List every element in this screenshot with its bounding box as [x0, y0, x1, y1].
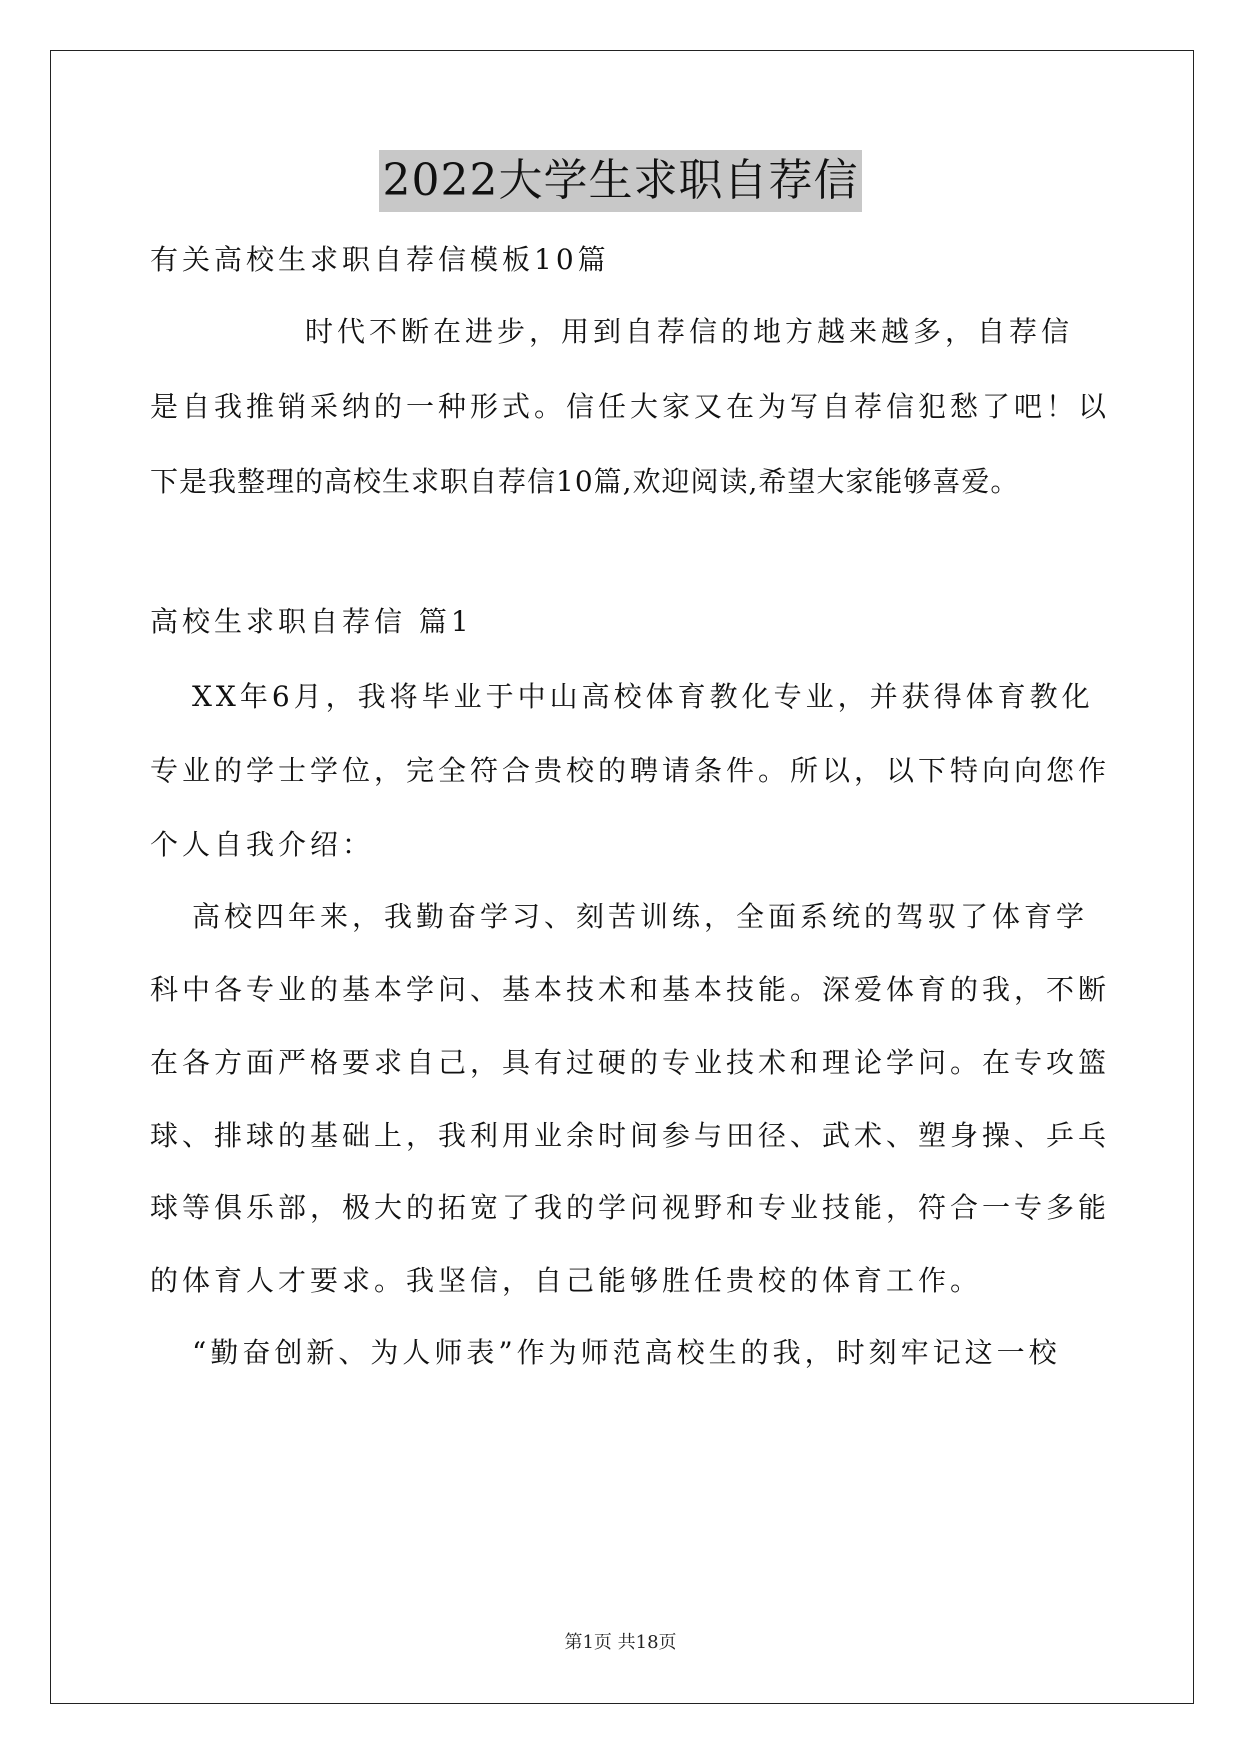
body-line: “勤奋创新、为人师表”作为师范高校生的我，时刻牢记这一校: [192, 1336, 1061, 1369]
subtitle-line: 有关高校生求职自荐信模板10篇: [150, 243, 610, 276]
page-number-footer: 第1页 共18页: [564, 1632, 677, 1653]
body-line: XX年6月，我将毕业于中山高校体育教化专业，并获得体育教化: [192, 680, 1094, 713]
title-wrapper: [0, 150, 1241, 212]
body-line: 是自我推销采纳的一种形式。信任大家又在为写自荐信犯愁了吧！以: [150, 390, 1111, 423]
body-line: 科中各专业的基本学问、基本技术和基本技能。深爱体育的我，不断: [150, 973, 1111, 1006]
body-line: 球、排球的基础上，我利用业余时间参与田径、武术、塑身操、乒乓: [150, 1119, 1111, 1152]
document-title: 2022大学生求职自荐信: [379, 150, 863, 212]
body-line: 时代不断在进步，用到自荐信的地方越来越多，自荐信: [305, 315, 1074, 348]
page-border: [50, 50, 1194, 1704]
section-heading: 高校生求职自荐信 篇1: [150, 605, 473, 638]
body-line: 高校四年来，我勤奋学习、刻苦训练，全面系统的驾驭了体育学: [192, 900, 1089, 933]
body-line: 在各方面严格要求自己，具有过硬的专业技术和理论学问。在专攻篮: [150, 1046, 1111, 1079]
body-line: 的体育人才要求。我坚信，自己能够胜任贵校的体育工作。: [150, 1264, 983, 1297]
body-line: 专业的学士学位，完全符合贵校的聘请条件。所以，以下特向向您作: [150, 754, 1111, 787]
body-line: 下是我整理的高校生求职自荐信10篇,欢迎阅读,希望大家能够喜爱。: [150, 465, 1020, 498]
body-line: 个人自我介绍：: [150, 828, 375, 861]
body-line: 球等俱乐部，极大的拓宽了我的学问视野和专业技能，符合一专多能: [150, 1191, 1111, 1224]
